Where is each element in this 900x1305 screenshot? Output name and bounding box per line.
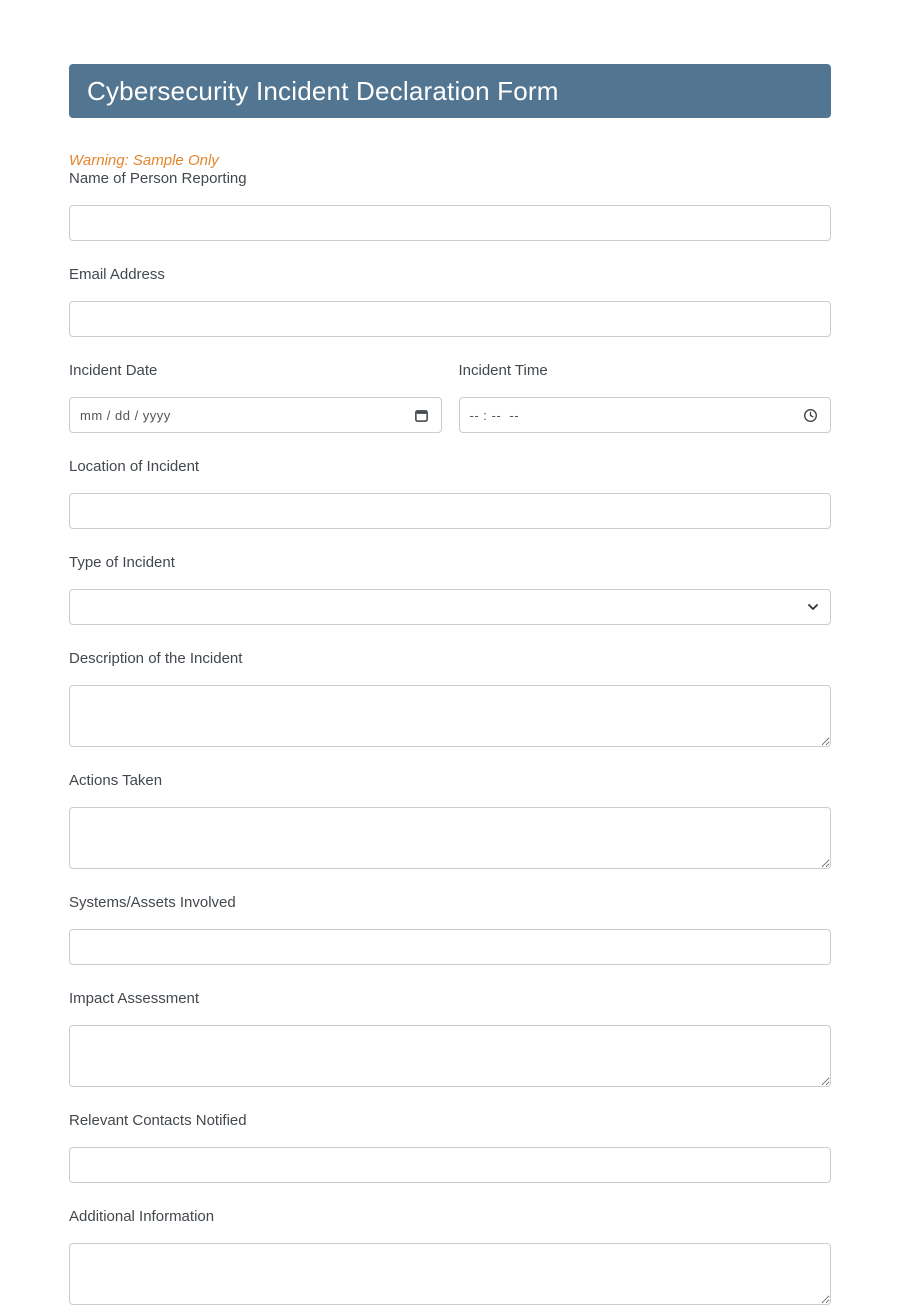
systems-assets-input[interactable] [69, 929, 831, 965]
field-row-date-time [69, 362, 831, 433]
date-placeholder: mm / dd / yyyy [80, 407, 171, 423]
description-textarea[interactable] [69, 685, 831, 747]
form-container [69, 0, 831, 1305]
warning-text: Warning: Sample Only [69, 152, 219, 169]
location-input[interactable] [69, 493, 831, 529]
impact-label: Impact Assessment [69, 990, 200, 1007]
reporter-name-label: Name of Person Reporting [69, 170, 247, 187]
location-label: Location of Incident [69, 458, 200, 475]
field-incident-time [459, 362, 832, 433]
field-incident-date [69, 362, 442, 433]
field-reporter-name [69, 170, 831, 241]
chevron-down-icon [808, 604, 818, 610]
email-label: Email Address [69, 266, 165, 283]
field-incident-type [69, 554, 831, 625]
actions-taken-textarea[interactable] [69, 807, 831, 869]
incident-time-label: Incident Time [458, 362, 548, 379]
additional-info-textarea[interactable] [69, 1243, 831, 1305]
incident-type-select[interactable] [69, 589, 831, 625]
clock-icon[interactable] [803, 408, 818, 423]
incident-time-input[interactable] [459, 397, 832, 433]
additional-info-label: Additional Information [69, 1208, 215, 1225]
field-systems-assets [69, 894, 831, 965]
field-description [69, 650, 831, 747]
incident-type-label: Type of Incident [69, 554, 175, 571]
systems-assets-label: Systems/Assets Involved [69, 894, 236, 911]
reporter-name-input[interactable] [69, 205, 831, 241]
incident-date-label: Incident Date [69, 362, 158, 379]
field-actions-taken [69, 772, 831, 869]
page-title: Cybersecurity Incident Declaration Form [87, 75, 559, 106]
field-email [69, 266, 831, 337]
field-impact [69, 990, 831, 1087]
field-contacts-notified [69, 1112, 831, 1183]
actions-taken-label: Actions Taken [69, 772, 163, 789]
contacts-notified-label: Relevant Contacts Notified [69, 1112, 247, 1129]
contacts-notified-input[interactable] [69, 1147, 831, 1183]
form-header [69, 64, 831, 118]
description-label: Description of the Incident [69, 650, 243, 667]
field-location [69, 458, 831, 529]
time-placeholder: -- : -- -- [469, 407, 520, 423]
impact-textarea[interactable] [69, 1025, 831, 1087]
field-additional-info [69, 1208, 831, 1305]
calendar-icon[interactable] [414, 408, 429, 423]
incident-date-input[interactable] [69, 397, 442, 433]
email-field[interactable] [69, 301, 831, 337]
